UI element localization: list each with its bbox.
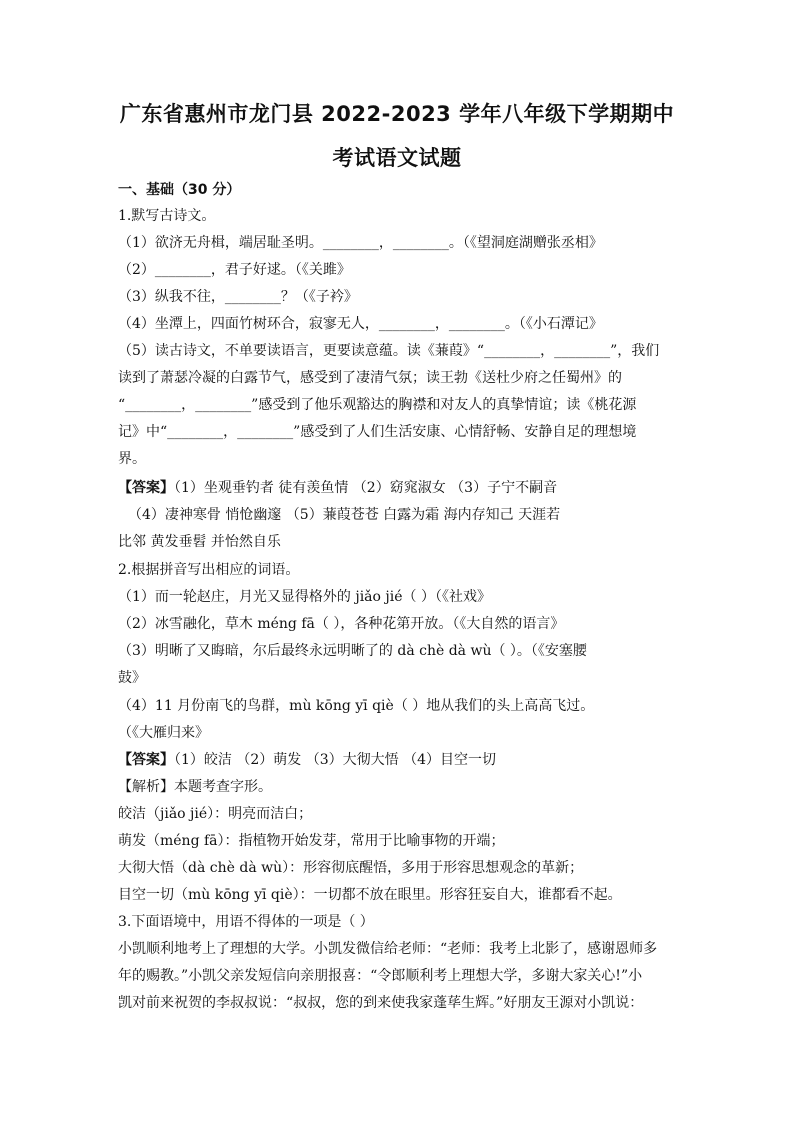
- answer-2: [118, 750, 496, 770]
- analysis-item-1: 皎洁（jiǎo jié）：明亮而洁白；: [118, 806, 313, 822]
- question-1-part3: （3）纵我不往，________？（《子衿》: [118, 289, 358, 305]
- question-1-part1: （1）欲济无舟楫，端居耻圣明。________，________。（《望洞庭湖赠张丞相》: [118, 235, 603, 251]
- question-2-part4-line2: （《大雁归来》: [118, 725, 209, 741]
- question-2-part3-line1: （3）明晰了又晦暗，尔后最终永远明晰了的 dà chè dà wù（ ）。（《安塞腰: [118, 643, 587, 659]
- question-1-part5-line4: 记》中“________，________”感受到了人们生活安康、心情舒畅、安静自足的理想境: [118, 424, 637, 440]
- document-title-line1: 广东省惠州市龙门县 2022-2023 学年八年级下学期期中: [119, 102, 675, 126]
- analysis-item-2: 萌发（méng fā）：指植物开始发芽，常用于比喻事物的开端；: [118, 833, 505, 849]
- question-1-part5-line5: 界。: [118, 451, 146, 467]
- answer-1-row1: [118, 478, 557, 498]
- document-title-line2: 考试语文试题: [332, 146, 462, 170]
- question-2-part2: （2）冰雪融化，草木 méng fā（ ），各种花第开放。（《大自然的语言》: [118, 616, 565, 632]
- question-2-stem: 2.根据拼音写出相应的词语。: [118, 562, 300, 578]
- question-1-part5-line2: 读到了萧瑟冷凝的白露节气，感受到了凄清气氛；读王勃《送杜少府之任蜀州》的: [118, 370, 622, 386]
- answer-1-text1: （1）坐观垂钓者 徒有羡鱼情 （2）窈窕淑女 （3）子宁不嗣音: [174, 480, 558, 496]
- answer-1-row2: （4）凄神寒骨 悄怆幽邃 （5）蒹葭苍苍 白露为霜 海内存知己 天涯若: [128, 507, 561, 523]
- question-1-part5-line3: “________，________”感受到了他乐观豁达的胸襟和对友人的真挚情谊；读《桃花源: [118, 397, 637, 413]
- question-1-stem: 1.默写古诗文。: [118, 208, 216, 224]
- section-heading: 一、基础（30 分）: [118, 182, 241, 198]
- analysis-item-3: 大彻大悟（dà chè dà wù）：形容彻底醒悟，多用于形容思想观念的革新；: [118, 860, 584, 876]
- question-1-part2: （2）________，君子好逑。（《关雎》: [118, 262, 351, 278]
- analysis-item-4: 目空一切（mù kōng yī qiè）：一切都不放在眼里。形容狂妄自大，谁都看不起。: [118, 887, 622, 903]
- answer-1-row3: 比邻 黄发垂髫 并怡然自乐: [118, 534, 281, 550]
- answer-2-label: 【答案】: [118, 752, 174, 768]
- question-3-passage-line1: 小凯顺利地考上了理想的大学。小凯发微信给老师：“老师：我考上北影了，感谢恩师多: [118, 941, 658, 957]
- question-2-part3-line2: 鼓》: [118, 670, 146, 686]
- question-1-part4: （4）坐潭上，四面竹树环合，寂寥无人，________，________。（《小石潭记》: [118, 316, 603, 332]
- answer-1-label: 【答案】: [118, 480, 174, 496]
- analysis-heading: 【解析】本题考查字形。: [118, 779, 272, 795]
- answer-2-text: （1）皎洁 （2）萌发 （3）大彻大悟 （4）目空一切: [174, 752, 496, 768]
- question-2-part4-line1: （4）11 月份南飞的鸟群，mù kōng yī qiè（ ）地从我们的头上高高飞过。: [118, 698, 595, 714]
- question-3-stem: 3.下面语境中，用语不得体的一项是（ ）: [118, 914, 374, 930]
- question-1-part5-line1: （5）读古诗文，不单要读语言，更要读意蕴。读《蒹葭》“________，________”，我们: [118, 343, 660, 359]
- question-3-passage-line2: 年的赐教。”小凯父亲发短信向亲朋报喜：“令郎顺利考上理想大学，多谢大家关心!”小: [118, 968, 643, 984]
- question-3-passage-line3: 凯对前来祝贺的李叔叔说：“叔叔，您的到来使我家蓬荜生辉。”好朋友王源对小凯说：: [118, 995, 644, 1011]
- question-2-part1: （1）而一轮赵庄，月光又显得格外的 jiǎo jié（ ）（《社戏》: [118, 589, 491, 605]
